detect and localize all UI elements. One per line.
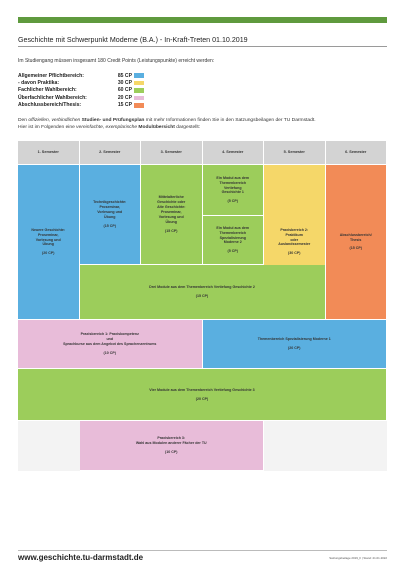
module-line: Ein Modul aus dem xyxy=(216,225,250,230)
module-line: Abschlussbereich/ xyxy=(339,232,372,237)
module-line: Alte Geschichte: xyxy=(157,205,186,210)
module-line: Ein Modul aus dem xyxy=(216,175,250,180)
semester-header-2: 2. Semester xyxy=(80,141,142,165)
module-line: (15 CP) xyxy=(195,294,209,298)
credit-value: 85 CP xyxy=(117,72,132,79)
footer-divider xyxy=(18,550,387,551)
credit-color-swatch xyxy=(134,103,144,108)
semester-header-3: 3. Semester xyxy=(141,141,203,165)
module-line: (10 CP) xyxy=(103,350,116,355)
module-line: Proseminar, xyxy=(160,210,182,215)
module-line: Geschichte 1 xyxy=(221,190,244,195)
module-cell-c4a xyxy=(203,165,265,216)
module-line: (15 CP) xyxy=(103,223,116,228)
intro-text: Im Studiengang müssen insgesamt 180 Credit Points (Leistungspunkte) erreicht werden: xyxy=(18,58,215,64)
credit-value: 15 CP xyxy=(117,102,132,109)
credit-label: Überfachlicher Wahlbereich: xyxy=(18,94,87,101)
module-line: Übung xyxy=(104,214,116,219)
credit-row xyxy=(18,102,158,109)
module-line: Proseminar, xyxy=(99,205,121,210)
credit-value: 60 CP xyxy=(117,87,132,94)
module-line: Technikgeschichte: xyxy=(93,200,127,205)
module-line: Moderne 2 xyxy=(223,240,242,245)
module-line: Proseminar, xyxy=(37,232,59,237)
module-line: Themenbereich xyxy=(219,180,247,185)
module-cell-r2 xyxy=(80,265,326,320)
module-line: (5 CP) xyxy=(227,199,238,204)
credit-color-swatch xyxy=(134,88,144,93)
module-line: Übung xyxy=(42,242,54,247)
module-line: Mittelalterliche xyxy=(158,195,184,200)
module-line: Spezialisierung xyxy=(219,235,246,240)
module-line: (5 CP) xyxy=(227,249,238,254)
module-cell-c1 xyxy=(18,165,80,320)
module-line: Vier Module aus dem Themenbereich Vertiefung Geschichte 3 xyxy=(149,387,255,392)
module-line: Geschichte oder xyxy=(157,200,186,205)
credit-color-swatch xyxy=(134,81,144,86)
semester-header-6: 6. Semester xyxy=(326,141,388,165)
module-line: Vorlesung und xyxy=(35,237,61,242)
module-line: Drei Module aus dem Themenbereich Vertiefung Geschichte 2 xyxy=(149,285,255,290)
module-line: Praxisbereich 1: Praxiskompetenz xyxy=(80,332,139,337)
module-line: Praktikum xyxy=(285,232,303,237)
module-cell-c3 xyxy=(141,165,203,265)
module-cell-c4b xyxy=(203,216,265,265)
module-line: Thesis xyxy=(350,237,362,242)
credit-label: - davon Praktika: xyxy=(18,80,60,87)
semester-header-4: 4. Semester xyxy=(203,141,265,165)
credit-color-swatch xyxy=(134,96,144,101)
semester-header-5: 5. Semester xyxy=(264,141,326,165)
module-line: und xyxy=(106,337,114,342)
module-cell-r5 xyxy=(80,421,265,471)
module-line: (10 CP) xyxy=(165,449,178,454)
module-line: Vorlesung und xyxy=(97,210,123,215)
module-line: Übung xyxy=(165,219,177,224)
credit-row xyxy=(18,79,158,86)
module-cell-r3b xyxy=(203,320,388,369)
title-divider xyxy=(18,46,387,47)
credit-points-list xyxy=(18,72,158,109)
credit-row xyxy=(18,87,158,94)
footer-website-link[interactable]: www.geschichte.tu-darmstadt.de xyxy=(18,553,144,562)
credit-value: 20 CP xyxy=(117,94,132,101)
module-line: (15 CP) xyxy=(349,246,362,251)
module-line: (20 CP) xyxy=(195,396,209,401)
module-line: Sprachkurse aus dem Angebot des Sprachenzentrums xyxy=(63,342,157,346)
module-cell-r4 xyxy=(18,369,387,421)
module-line: Praxisbereich 2: xyxy=(280,227,309,232)
module-line: (30 CP) xyxy=(288,251,301,256)
page-title: Geschichte mit Schwerpunkt Moderne (B.A.) - In-Kraft-Treten 01.10.2019 xyxy=(18,36,248,44)
description-text xyxy=(18,118,387,131)
module-cell-c6 xyxy=(326,165,388,320)
credit-row xyxy=(18,72,158,79)
credit-row xyxy=(18,94,158,101)
module-line: Themenbereich xyxy=(219,230,247,235)
module-line: Praxisbereich 3: xyxy=(157,436,186,441)
credit-label: Abschlussbereich/Thesis: xyxy=(18,102,82,109)
top-accent-bar xyxy=(18,17,387,23)
credit-color-swatch xyxy=(134,73,144,78)
footer-meta: Satzungsbeilage 2019_II | Stand: 21.01.2022 xyxy=(329,556,387,560)
credit-label: Fachlicher Wahlbereich: xyxy=(18,87,77,94)
module-overview-grid xyxy=(18,141,387,471)
module-line: oder xyxy=(290,237,299,242)
module-line: (20 CP) xyxy=(42,251,55,256)
module-line: Neuere Geschichte: xyxy=(31,227,66,232)
module-line: Themenbereich Spezialisierung Moderne 1 xyxy=(257,337,331,342)
module-line: Wahl aus Modulen anderer Fächer der TU xyxy=(135,441,207,446)
credit-label: Allgemeiner Pflichtbereich: xyxy=(18,72,84,79)
module-line: Vertiefung xyxy=(223,185,242,190)
module-line: (20 CP) xyxy=(288,346,301,350)
description-line-2: Hier ist im Folgenden eine vereinfachte, exemplarische Modulübersicht dargestellt: xyxy=(18,124,201,130)
module-line: Vorlesung und xyxy=(158,214,184,219)
credit-value: 30 CP xyxy=(117,80,132,87)
module-line: Auslandssemester xyxy=(278,242,311,247)
module-cell-c2 xyxy=(80,165,142,265)
module-cell-r3a xyxy=(18,320,203,369)
semester-header-1: 1. Semester xyxy=(18,141,80,165)
description-line-1: Den offiziellen, verbindlichen Studien- und Prüfungsplan mit mehr Informationen finden Sie in den Satzungsbeilagen der TU Darmstadt. xyxy=(18,118,316,123)
module-line: (15 CP) xyxy=(165,228,178,233)
